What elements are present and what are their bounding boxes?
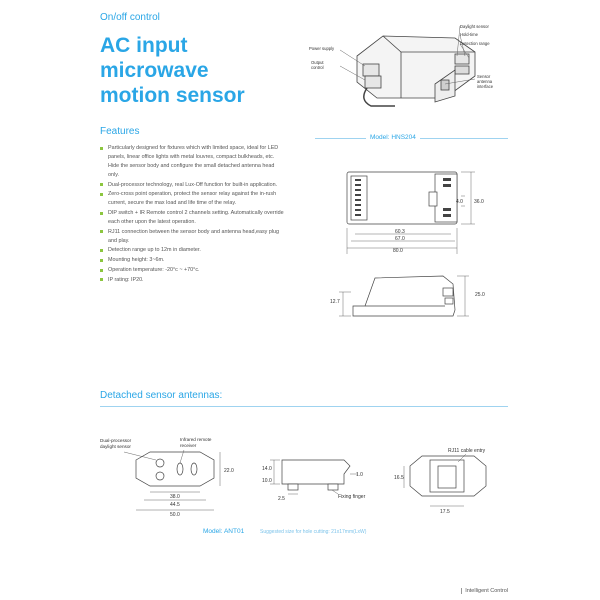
antenna-front-drawing — [96, 430, 246, 525]
top-view-drawing — [325, 168, 505, 258]
bullet-square-icon — [100, 269, 103, 272]
feature-item — [100, 276, 285, 285]
feature-item — [100, 246, 285, 255]
feature-text: Mounting height: 3~6m. — [108, 257, 165, 264]
label-hold-time: Hold-time — [460, 32, 478, 37]
label-output-line-2: control — [311, 65, 324, 70]
footer-label: Intelligent Control — [461, 588, 508, 594]
bullet-square-icon — [100, 193, 103, 196]
bullet-square-icon — [100, 147, 103, 150]
label-antenna-line-3: interface — [477, 84, 494, 89]
antenna-back-drawing — [392, 440, 504, 520]
page-title — [100, 33, 290, 108]
model-caption: Model: HNS204 — [366, 134, 420, 141]
label-daylight-sensor: Daylight sensor — [460, 24, 489, 29]
feature-text: Zero-cross point operation, protect the sensor relay against the in-rush current, secure the max load and life time of the relay. — [108, 191, 277, 207]
feature-text: IP rating: IP20. — [108, 276, 144, 283]
feature-item — [100, 190, 285, 208]
dim-4-0: 4.0 — [456, 199, 463, 205]
hole-cutting-note: Suggested size for hole cutting: 21x17mm(LxW) — [260, 529, 367, 535]
label-dual-processor-1: Dual-processor — [100, 438, 132, 443]
feature-item — [100, 266, 285, 275]
feature-item — [100, 256, 285, 265]
category-label: On/off control — [100, 12, 160, 23]
bullet-square-icon — [100, 249, 103, 252]
product-illustration — [305, 14, 505, 114]
dim-10-0: 10.0 — [262, 478, 272, 484]
feature-item — [100, 228, 285, 246]
label-detection-range: Detection range — [460, 41, 490, 46]
dim-17-5: 17.5 — [440, 509, 450, 515]
feature-item — [100, 144, 285, 180]
label-rj11-entry: RJ11 cable entry — [448, 448, 486, 454]
feature-text: RJ11 connection between the sensor body and antenna head,easy plug and play. — [108, 228, 280, 244]
antennas-heading: Detached sensor antennas: — [100, 390, 223, 401]
antenna-side-drawing — [258, 450, 378, 505]
dim-38-0: 38.0 — [170, 494, 180, 500]
dim-60-3: 60.3 — [395, 229, 405, 235]
dim-50-0: 50.0 — [170, 512, 180, 518]
sensor-body-drawing — [357, 36, 475, 106]
bullet-square-icon — [100, 230, 103, 233]
feature-text: Dual-processor technology, real Lux-Off function for built-in application. — [108, 181, 278, 188]
feature-item — [100, 209, 285, 227]
antennas-divider — [100, 406, 508, 407]
label-ir-receiver-1: Infrared remote — [180, 437, 212, 442]
bullet-square-icon — [100, 259, 103, 262]
label-output-line-1: Output — [311, 60, 324, 65]
bullet-square-icon — [100, 212, 103, 215]
feature-text: Detection range up to 12m in diameter. — [108, 247, 201, 254]
dim-80-0: 80.0 — [393, 248, 403, 254]
dim-2-5: 2.5 — [278, 496, 285, 502]
dim-14-0: 14.0 — [262, 466, 272, 472]
dim-22-0: 22.0 — [224, 468, 234, 474]
dim-25-0: 25.0 — [475, 292, 485, 298]
feature-text: Particularly designed for fixtures which with limited space, ideal for LED panels, linear office lights with metal louvres, compact bulkheads, etc. Hide the sensor body and configure the small detached antenna head only. — [108, 145, 279, 178]
dim-1-0: 1.0 — [356, 472, 363, 478]
dim-67-0: 67.0 — [395, 236, 405, 242]
dim-44-5: 44.5 — [170, 502, 180, 508]
label-fixing-finger: Fixing finger — [338, 494, 366, 500]
label-antenna-line-2: antenna — [477, 79, 493, 84]
bullet-square-icon — [100, 183, 103, 186]
label-dual-processor-2: daylight sensor — [100, 444, 131, 449]
antenna-model: Model: ANT01 — [203, 528, 245, 535]
bullet-square-icon — [100, 278, 103, 281]
page-title-line-2: motion sensor — [100, 84, 245, 107]
label-ir-receiver-2: receiver — [180, 443, 197, 448]
feature-text: Operation temperature: -20°c ~ +70°c. — [108, 267, 200, 274]
features-heading: Features — [100, 126, 140, 137]
feature-text: DIP switch + IR Remote control 2 channels setting. Automatically override each other upon the latest operation. — [108, 210, 284, 225]
label-power-supply: Power supply — [309, 46, 335, 51]
dim-36-0: 36.0 — [474, 199, 484, 205]
dim-16-5: 16.5 — [394, 475, 404, 481]
features-list — [100, 144, 285, 286]
dim-12-7: 12.7 — [330, 299, 340, 305]
page-title-line-1: AC input microwave — [100, 34, 209, 82]
feature-item — [100, 181, 285, 190]
label-antenna-line-1: Sensor — [477, 74, 491, 79]
side-view-drawing — [325, 270, 505, 325]
